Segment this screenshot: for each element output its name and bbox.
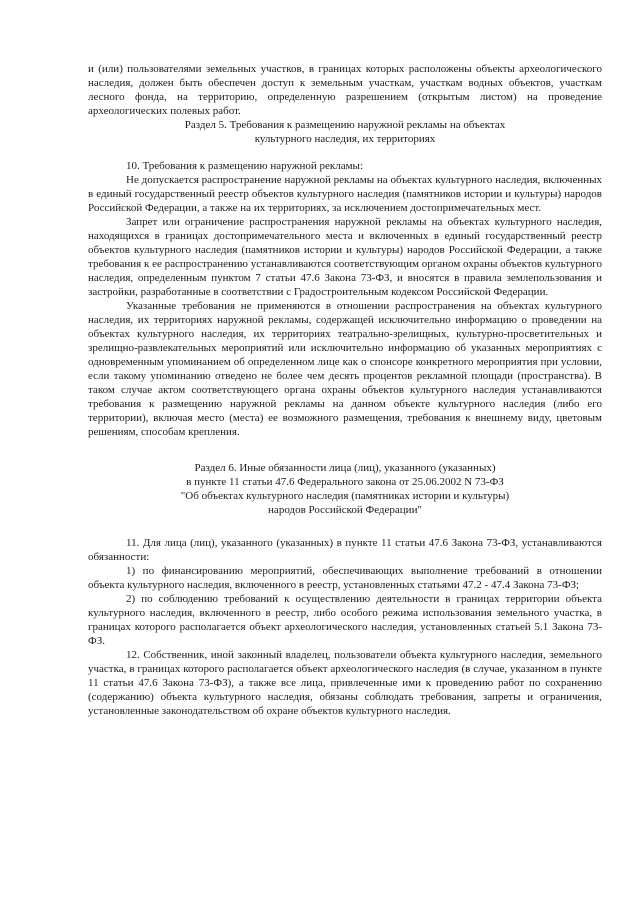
section-5-heading-line-1: Раздел 5. Требования к размещению наружной рекламы на объектах bbox=[184, 119, 506, 131]
paragraph-12: 12. Собственник, иной законный владелец, пользователи объекта культурного наследия, земельного участка, в границах которого располагается объект археологического наследия (в случае, указанном в пункте 11 статьи 47.6 Закона 73-ФЗ), а также все лица, привлеченные ими к проведению работ по сохранению (содержанию) объекта культурного наследия, обязаны соблюдать требования, запреты и ограничения, установленные законодательством об охране объектов культурного наследия. bbox=[88, 649, 602, 717]
paragraph-11: 11. Для лица (лиц), указанного (указанных) в пункте 11 статьи 47.6 Закона 73-ФЗ, устанавливаются обязанности: bbox=[88, 537, 602, 563]
document-body bbox=[88, 62, 602, 718]
section-6-heading-line-4: народов Российской Федерации" bbox=[268, 504, 422, 516]
paragraph-10-c: Указанные требования не применяются в отношении распространения на объектах культурного наследия, их территориях наружной рекламы, содержащей исключительно информацию о проведении на объектах культурного наследия, их территориях театрально-зрелищных, культурно-просветительных и зрелищно-развлекательных мероприятий или исключительно информацию об указанных мероприятиях с одновременным упоминанием об определенном лице как о спонсоре конкретного мероприятия при условии, если такому упоминанию отведено не более чем десять процентов рекламной площади (пространства). В таком случае актом соответствующего органа охраны объектов культурного наследия устанавливаются требования к размещению наружной рекламы на данном объекте культурного наследия (либо его территории), включая место (места) ее возможного размещения, требования к внешнему виду, цветовым решениям, способам крепления. bbox=[88, 300, 602, 438]
paragraph-11-item-1: 1) по финансированию мероприятий, обеспечивающих выполнение требований в отношении объекта культурного наследия, включенного в реестр, установленных статьями 47.2 - 47.4 Закона 73-ФЗ; bbox=[88, 565, 602, 591]
section-6-heading-line-1: Раздел 6. Иные обязанности лица (лиц), указанного (указанных) bbox=[194, 462, 496, 474]
section-5-heading-line-2: культурного наследия, их территориях bbox=[254, 133, 436, 145]
section-5-heading bbox=[88, 118, 602, 146]
section-6-heading bbox=[88, 461, 602, 517]
paragraph-10-a: Не допускается распространение наружной рекламы на объектах культурного наследия, включенных в единый государственный реестр объектов культурного наследия (памятников истории и культуры) народов Российской Федерации, а также на их территориях, за исключением достопримечательных мест. bbox=[88, 174, 602, 214]
section-6-heading-line-2: в пункте 11 статьи 47.6 Федерального закона от 25.06.2002 N 73-ФЗ bbox=[186, 476, 504, 488]
paragraph-10-title: 10. Требования к размещению наружной рекламы: bbox=[126, 160, 364, 172]
section-6-heading-line-3: "Об объектах культурного наследия (памятниках истории и культуры) bbox=[180, 490, 510, 502]
paragraph-10-b: Запрет или ограничение распространения наружной рекламы на объектах культурного наследия, находящихся в границах достопримечательного места и включенных в единый государственный реестр объектов культурного наследия (памятников истории и культуры) народов Российской Федерации, а также требования к ее распространению устанавливаются соответствующим органом охраны объектов культурного наследия, определенным пунктом 7 статьи 47.6 Закона 73-ФЗ, и вносятся в правила землепользования и застройки, разработанные в соответствии с Градостроительным кодексом Российской Федерации. bbox=[88, 216, 602, 298]
paragraph-11-item-2: 2) по соблюдению требований к осуществлению деятельности в границах территории объекта культурного наследия, включенного в реестр, либо особого режима использования земельного участка, в границах которого располагается объект археологического наследия, установленных статьей 5.1 Закона 73-ФЗ. bbox=[88, 593, 602, 647]
intro-paragraph: и (или) пользователями земельных участков, в границах которых расположены объекты археологического наследия, должен быть обеспечен доступ к земельным участкам, участкам водных объектов, участкам лесного фонда, на территорию, определенную разрешением (открытым листом) на проведение археологических полевых работ. bbox=[88, 63, 602, 117]
